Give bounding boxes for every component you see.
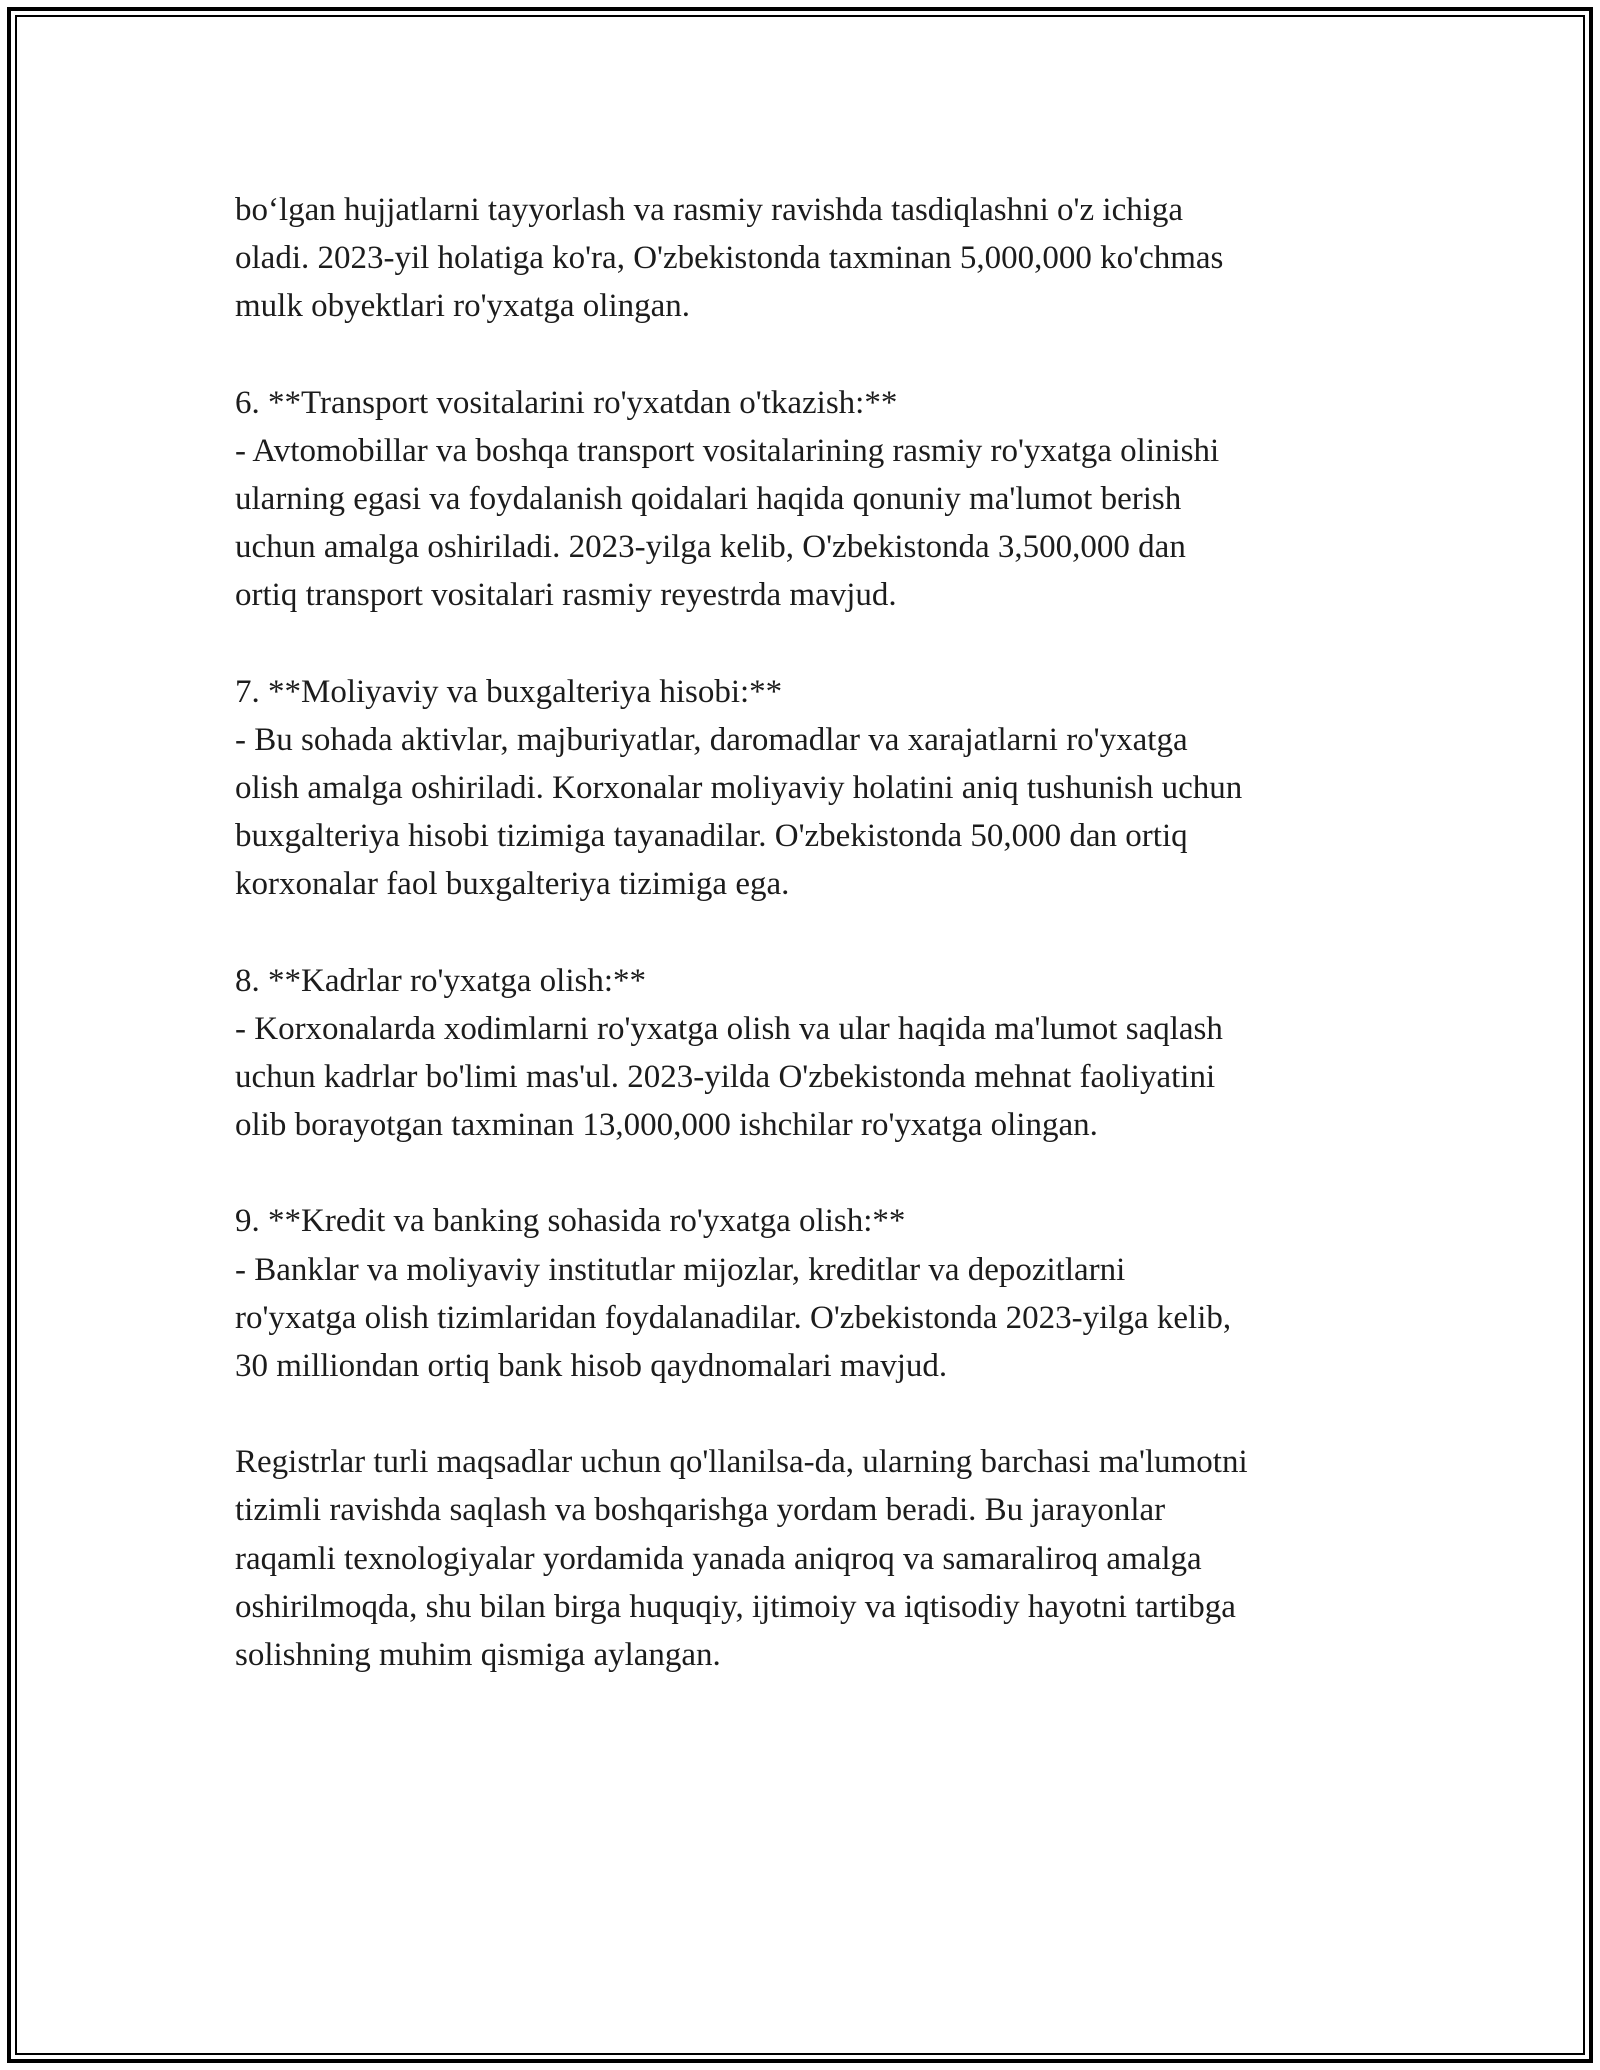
paragraph-transport-registration: 6. **Transport vositalarini ro'yxatdan o'tkazish:** - Avtomobillar va boshqa transport vositalarining rasmiy ro'yxatga olinishi ularning egasi va foydalanish qoidalari haqida qonuniy ma'lumot berish uchun amalga oshiriladi. 2023-yilga kelib, O'zbekistonda 3,500,000 dan ortiq transport vositalari rasmiy reyestrda mavjud. bbox=[235, 384, 1220, 614]
paragraph-personnel-registration: 8. **Kadrlar ro'yxatga olish:** - Korxonalarda xodimlarni ro'yxatga olish va ular haqida ma'lumot saqlash uchun kadrlar bo'limi mas'ul. 2023-yilda O'zbekistonda mehnat faoliyatini olib borayotgan taxminan 13,000,000 ishchilar ro'yxatga olingan. bbox=[235, 962, 1223, 1144]
paragraph-intro-continuation: bo‘lgan hujjatlarni tayyorlash va rasmiy ravishda tasdiqlashni o'z ichiga oladi. 2023-yil holatiga ko'ra, O'zbekistonda taxminan 5,000,000 ko'chmas mulk obyektlari ro'yxatga olingan. bbox=[235, 192, 1224, 325]
paragraph-financial-accounting: 7. **Moliyaviy va buxgalteriya hisobi:** - Bu sohada aktivlar, majburiyatlar, daromadlar va xarajatlarni ro'yxatga olish amalga oshiriladi. Korxonalar moliyaviy holatini aniq tushunish uchun buxgalteriya hisobi tizimiga tayanadilar. O'zbekistonda 50,000 dan ortiq korxonalar faol buxgalteriya tizimiga ega. bbox=[235, 673, 1243, 903]
paragraph-credit-banking: 9. **Kredit va banking sohasida ro'yxatga olish:** - Banklar va moliyaviy institutlar mijozlar, kreditlar va depozitlarni ro'yxatga olish tizimlaridan foydalanadilar. O'zbekistonda 2023-yilga kelib, 30 milliondan ortiq bank hisob qaydnomalari mavjud. bbox=[235, 1203, 1232, 1385]
document-body bbox=[235, 186, 1385, 1679]
paragraph-conclusion: Registrlar turli maqsadlar uchun qo'llanilsa-da, ularning barchasi ma'lumotni tizimli ravishda saqlash va boshqarishga yordam beradi. Bu jarayonlar raqamli texnologiyalar yordamida yanada aniqroq va samaraliroq amalga oshirilmoqda, shu bilan birga huquqiy, ijtimoiy va iqtisodiy hayotni tartibga solishning muhim qismiga aylangan. bbox=[235, 1444, 1248, 1674]
